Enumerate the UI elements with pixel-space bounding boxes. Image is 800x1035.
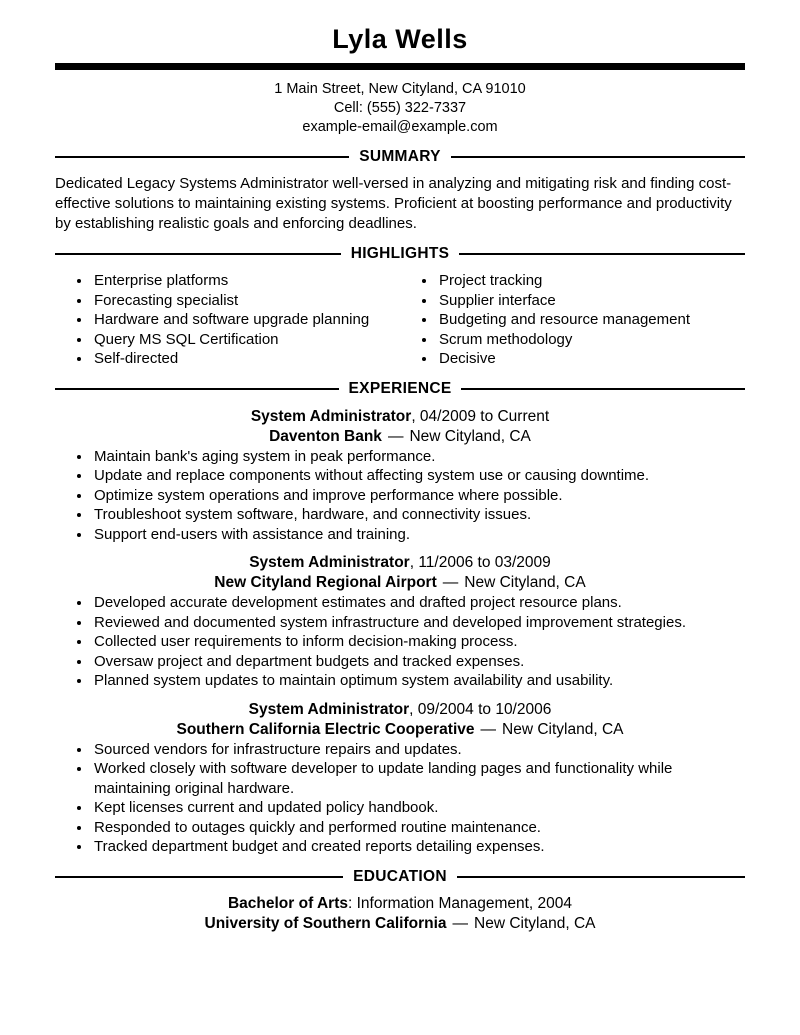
section-rule-right: [451, 156, 745, 158]
section-title-education: EDUCATION: [353, 867, 447, 885]
section-rule-right: [457, 876, 745, 878]
section-header-education: [55, 868, 745, 886]
bullet-item: • Forecasting specialist: [92, 291, 400, 311]
bullet-item: • Worked closely with software developer to update landing pages and functionality while maintaining original hardware.: [92, 759, 745, 798]
dash-separator: —: [387, 427, 404, 445]
bullet-item: • Decisive: [437, 349, 745, 369]
education-block: [55, 894, 745, 934]
contact-cell: Cell: (555) 322-7337: [333, 100, 467, 116]
job-dates: , 04/2009 to Current: [411, 407, 550, 425]
dash-separator: —: [442, 574, 459, 591]
education-degree-line: [55, 894, 745, 914]
section-rule-left: [55, 876, 343, 878]
bullet-item: • Support end-users with assistance and training.: [92, 525, 745, 545]
bullet-item: • Oversaw project and department budgets and tracked expenses.: [92, 652, 745, 672]
bullet-item: • Tracked department budget and created reports detailing expenses.: [92, 837, 745, 857]
section-rule-left: [55, 156, 349, 158]
bullet-item: • Hardware and software upgrade planning: [92, 310, 400, 330]
job-location: New Cityland, CA: [409, 427, 531, 445]
section-rule-right: [459, 253, 745, 255]
job-title: System Administrator: [249, 554, 410, 571]
job-block-1: [55, 407, 745, 545]
education-degree-detail: : Information Management, 2004: [347, 894, 573, 912]
job-company: New Cityland Regional Airport: [214, 574, 437, 591]
contact-address: 1 Main Street, New Cityland, CA 91010: [274, 81, 526, 97]
bullet-item: • Kept licenses current and updated policy handbook.: [92, 798, 745, 818]
bullet-item: • Collected user requirements to inform decision-making process.: [92, 632, 745, 652]
section-rule-left: [55, 388, 339, 390]
job-company-line: [55, 427, 745, 447]
education-degree: Bachelor of Arts: [227, 894, 348, 912]
bullet-item: • Maintain bank's aging system in peak performance.: [92, 447, 745, 467]
job-bullets: [55, 447, 745, 545]
job-bullets: [55, 593, 745, 691]
dash-separator: —: [452, 914, 469, 932]
job-company: Southern California Electric Cooperative: [176, 720, 475, 738]
job-title-line: [55, 407, 745, 427]
job-title: System Administrator: [248, 700, 410, 718]
education-school-line: [55, 914, 745, 934]
job-company-line: [55, 720, 745, 740]
bullet-item: • Supplier interface: [437, 291, 745, 311]
job-title: System Administrator: [250, 407, 412, 425]
section-rule-right: [461, 388, 745, 390]
bullet-item: • Scrum methodology: [437, 330, 745, 350]
section-rule-left: [55, 253, 341, 255]
job-dates: , 11/2006 to 03/2009: [409, 554, 551, 571]
summary-text: Dedicated Legacy Systems Administrator well-versed in analyzing and mitigating risk and finding cost-effective solutions to maintaining existing systems. Proficient at boosting performance and productivity by establishing realistic goals and enforcing deadlines.: [55, 175, 732, 232]
candidate-name: Lyla Wells: [332, 24, 468, 54]
job-block-3: [55, 700, 745, 857]
job-company-line: [55, 573, 745, 593]
highlights-right-list: [400, 271, 745, 369]
job-dates: , 09/2004 to 10/2006: [409, 700, 552, 718]
section-title-experience: EXPERIENCE: [348, 379, 452, 397]
bullet-item: • Planned system updates to maintain optimum system availability and usability.: [92, 671, 745, 691]
bullet-item: • Enterprise platforms: [92, 271, 400, 291]
bullet-item: • Update and replace components without affecting system use or causing downtime.: [92, 466, 745, 486]
job-company: Daventon Bank: [269, 427, 382, 445]
section-header-highlights: [55, 245, 745, 263]
job-bullets: [55, 740, 745, 857]
bullet-item: • Budgeting and resource management: [437, 310, 745, 330]
job-title-line: [55, 700, 745, 720]
section-header-experience: [55, 380, 745, 398]
job-title-line: [55, 553, 745, 573]
section-title-highlights: HIGHLIGHTS: [350, 245, 450, 262]
contact-block: [55, 80, 745, 137]
bullet-item: • Sourced vendors for infrastructure repairs and updates.: [92, 740, 745, 760]
dash-separator: —: [480, 720, 497, 738]
header-divider: [55, 63, 745, 70]
education-school: University of Southern California: [204, 914, 447, 932]
bullet-item: • Developed accurate development estimates and drafted project resource plans.: [92, 593, 745, 613]
highlights-left-list: [55, 271, 400, 369]
bullet-item: • Optimize system operations and improve performance where possible.: [92, 486, 745, 506]
bullet-item: • Reviewed and documented system infrastructure and developed improvement strategies.: [92, 613, 745, 633]
bullet-item: • Project tracking: [437, 271, 745, 291]
section-title-summary: SUMMARY: [359, 148, 441, 165]
bullet-item: • Query MS SQL Certification: [92, 330, 400, 350]
job-location: New Cityland, CA: [464, 574, 586, 591]
highlights-columns: [55, 271, 745, 369]
job-location: New Cityland, CA: [502, 720, 624, 738]
job-block-2: [55, 553, 745, 691]
contact-email: example-email@example.com: [302, 119, 498, 135]
education-location: New Cityland, CA: [474, 914, 596, 932]
bullet-item: • Self-directed: [92, 349, 400, 369]
section-header-summary: [55, 148, 745, 166]
bullet-item: • Troubleshoot system software, hardware, and connectivity issues.: [92, 505, 745, 525]
bullet-item: • Responded to outages quickly and performed routine maintenance.: [92, 818, 745, 838]
